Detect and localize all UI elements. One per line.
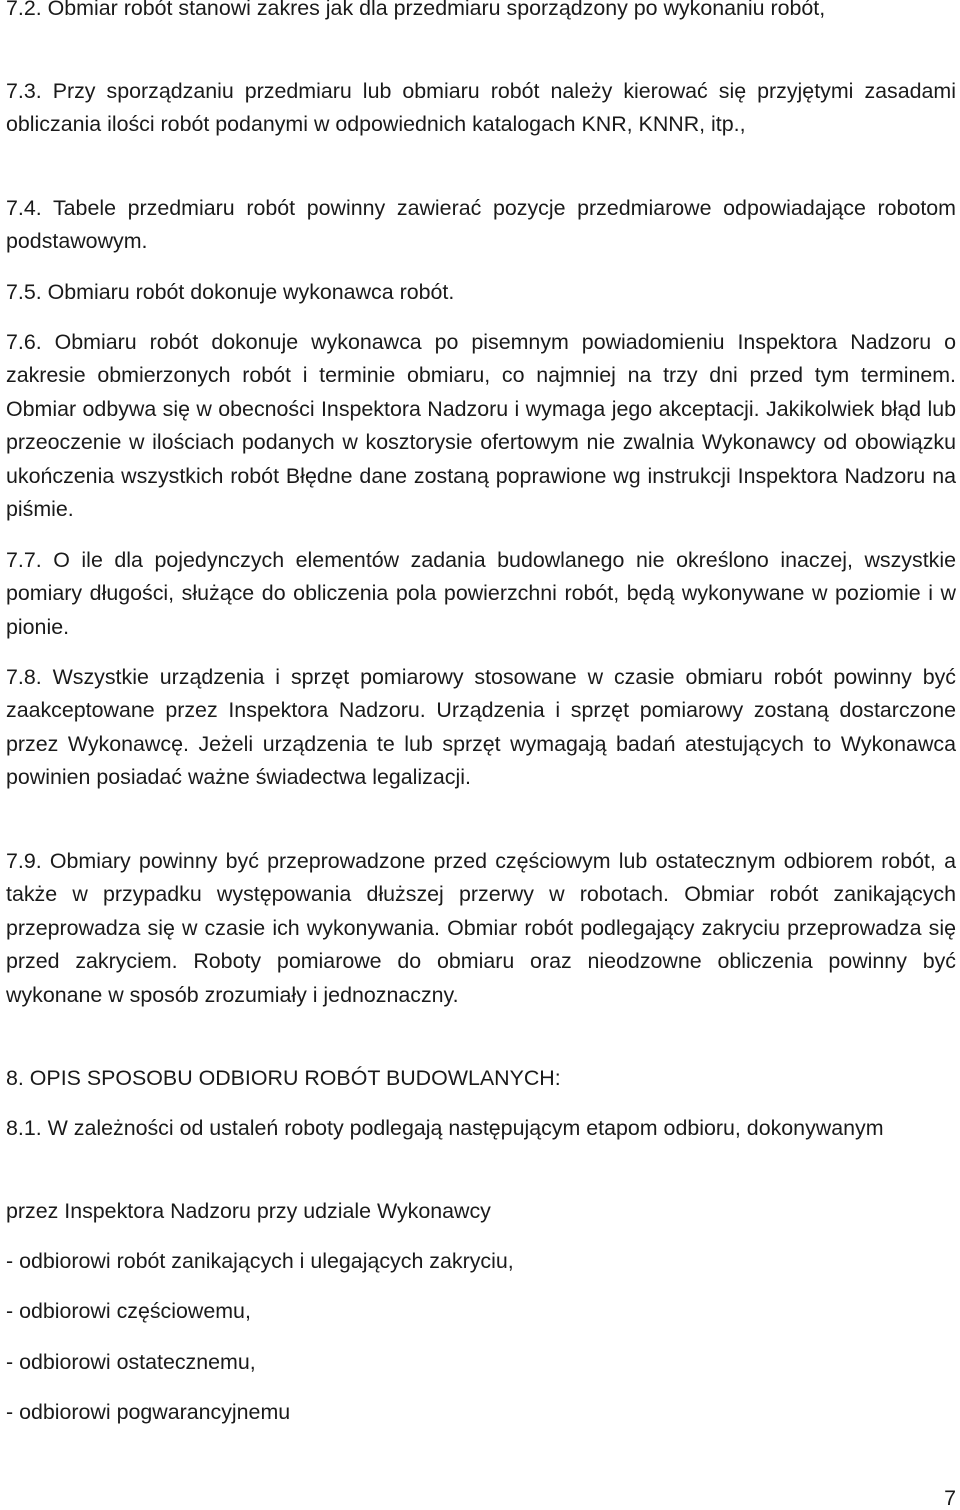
paragraph-7-9: 7.9. Obmiary powinny być przeprowadzone przed częściowym lub ostatecznym odbiorem robót, a także w przypadku występowania dłuższej przerwy w robotach. Obmiar robót zanikających przeprowadza się w czasie ich wykonywania. Obmiar robót podlegający zakryciu przeprowadza się przed zakryciem. Roboty pomiarowe do obmiaru oraz nieodzowne obliczenia powinny być wykonane w sposób zrozumiały i jednoznaczny. [6,849,956,1007]
paragraph-7-7: 7.7. O ile dla pojedynczych elementów zadania budowlanego nie określono inaczej, wszystkie pomiary długości, służące do obliczenia pola powierzchni robót, będą wykonywane w poziomie i w pionie. [6,548,956,639]
paragraph-7-3: 7.3. Przy sporządzaniu przedmiaru lub obmiaru robót należy kierować się przyjętymi zasadami obliczania ilości robót podanymi w odpowiednich katalogach KNR, KNNR, itp., [6,79,956,137]
list-item: - odbiorowi pogwarancyjnemu [6,1400,291,1424]
paragraph-8-1-cont: przez Inspektora Nadzoru przy udziale Wykonawcy [6,1199,491,1223]
paragraph-7-6: 7.6. Obmiaru robót dokonuje wykonawca po pisemnym powiadomieniu Inspektora Nadzoru o zakresie obmierzonych robót i terminie obmiaru, co najmniej na trzy dni przed tym terminem. Obmiar odbywa się w obecności Inspektora Nadzoru i wymaga jego akceptacji. Jakikolwiek błąd lub przeoczenie w ilościach podanych w kosztorysie ofertowym nie zwalnia Wykonawcy od obowiązku ukończenia wszystkich robót Błędne dane zostaną poprawione wg instrukcji Inspektora Nadzoru na piśmie. [6,330,956,522]
paragraph-7-2: 7.2. Obmiar robót stanowi zakres jak dla przedmiaru sporządzony po wykonaniu robót, [6,0,826,20]
list-item: - odbiorowi ostatecznemu, [6,1350,256,1374]
paragraph-7-4: 7.4. Tabele przedmiaru robót powinny zawierać pozycje przedmiarowe odpowiadające robotom podstawowym. [6,196,956,254]
list-item: - odbiorowi robót zanikających i ulegających zakryciu, [6,1249,514,1273]
paragraph-8-1: 8.1. W zależności od ustaleń roboty podlegają następującym etapom odbioru, dokonywanym [6,1116,884,1140]
paragraph-7-8: 7.8. Wszystkie urządzenia i sprzęt pomiarowy stosowane w czasie obmiaru robót powinny być zaakceptowane przez Inspektora Nadzoru. Urządzenia i sprzęt pomiarowy zostaną dostarczone przez Wykonawcę. Jeżeli urządzenia te lub sprzęt wymagają badań atestujących to Wykonawca powinien posiadać ważne świadectwa legalizacji. [6,665,956,790]
list-item: - odbiorowi częściowemu, [6,1299,251,1323]
page-number: 7 [944,1486,956,1510]
paragraph-7-5: 7.5. Obmiaru robót dokonuje wykonawca robót. [6,280,455,304]
section-heading-8: 8. OPIS SPOSOBU ODBIORU ROBÓT BUDOWLANYCH: [6,1066,561,1090]
